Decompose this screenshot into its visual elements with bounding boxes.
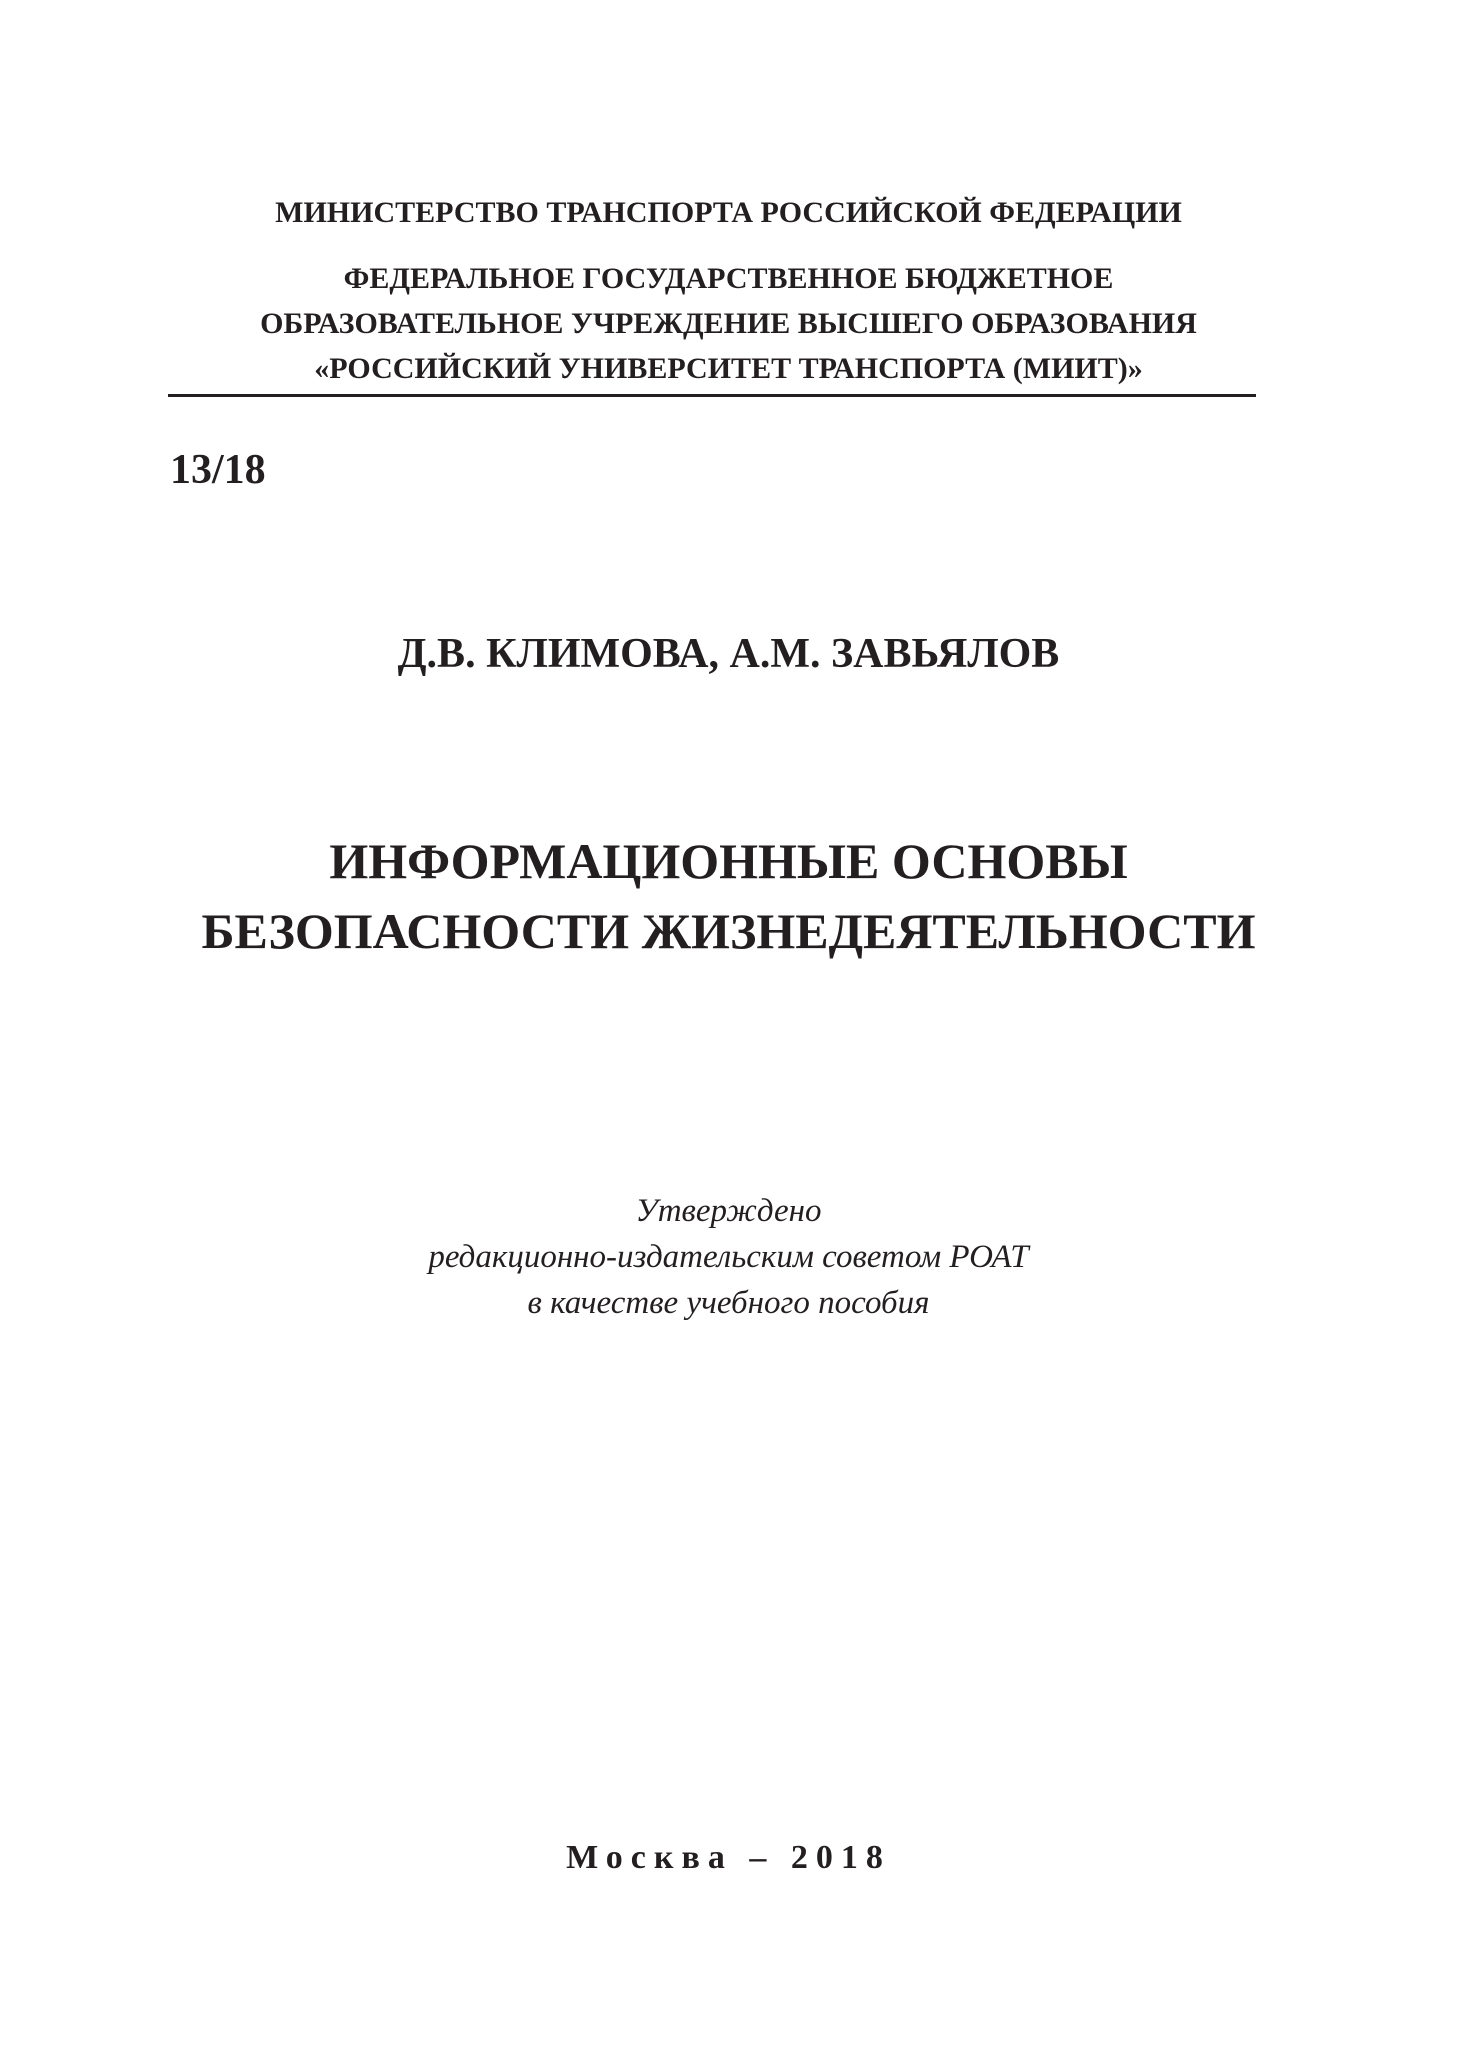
institution-line-2: ОБРАЗОВАТЕЛЬНОЕ УЧРЕЖДЕНИЕ ВЫСШЕГО ОБРАЗОВАНИЯ [260,307,1197,340]
institution-line-3: «РОССИЙСКИЙ УНИВЕРСИТЕТ ТРАНСПОРТА (МИИТ)» [314,352,1143,385]
ministry-heading: МИНИСТЕРСТВО ТРАНСПОРТА РОССИЙСКОЙ ФЕДЕРАЦИИ [275,196,1182,229]
title-line-1: ИНФОРМАЦИОННЫЕ ОСНОВЫ [329,833,1128,889]
document-code: 13/18 [170,447,266,493]
institution-name [0,256,1457,391]
institution-line-1: ФЕДЕРАЛЬНОЕ ГОСУДАРСТВЕННОЕ БЮДЖЕТНОЕ [343,262,1114,295]
approval-line-1: Утверждено [635,1193,822,1229]
book-title [0,826,1457,966]
title-line-2: БЕЗОПАСНОСТИ ЖИЗНЕДЕЯТЕЛЬНОСТИ [201,903,1256,959]
header-divider [168,394,1256,397]
authors: Д.В. КЛИМОВА, А.М. ЗАВЬЯЛОВ [397,631,1060,677]
approval-note [0,1188,1457,1326]
approval-line-2: редакционно-издательским советом РОАТ [428,1239,1029,1275]
city-year: Москва – 2018 [566,1839,891,1876]
approval-line-3: в качестве учебного пособия [527,1285,930,1321]
